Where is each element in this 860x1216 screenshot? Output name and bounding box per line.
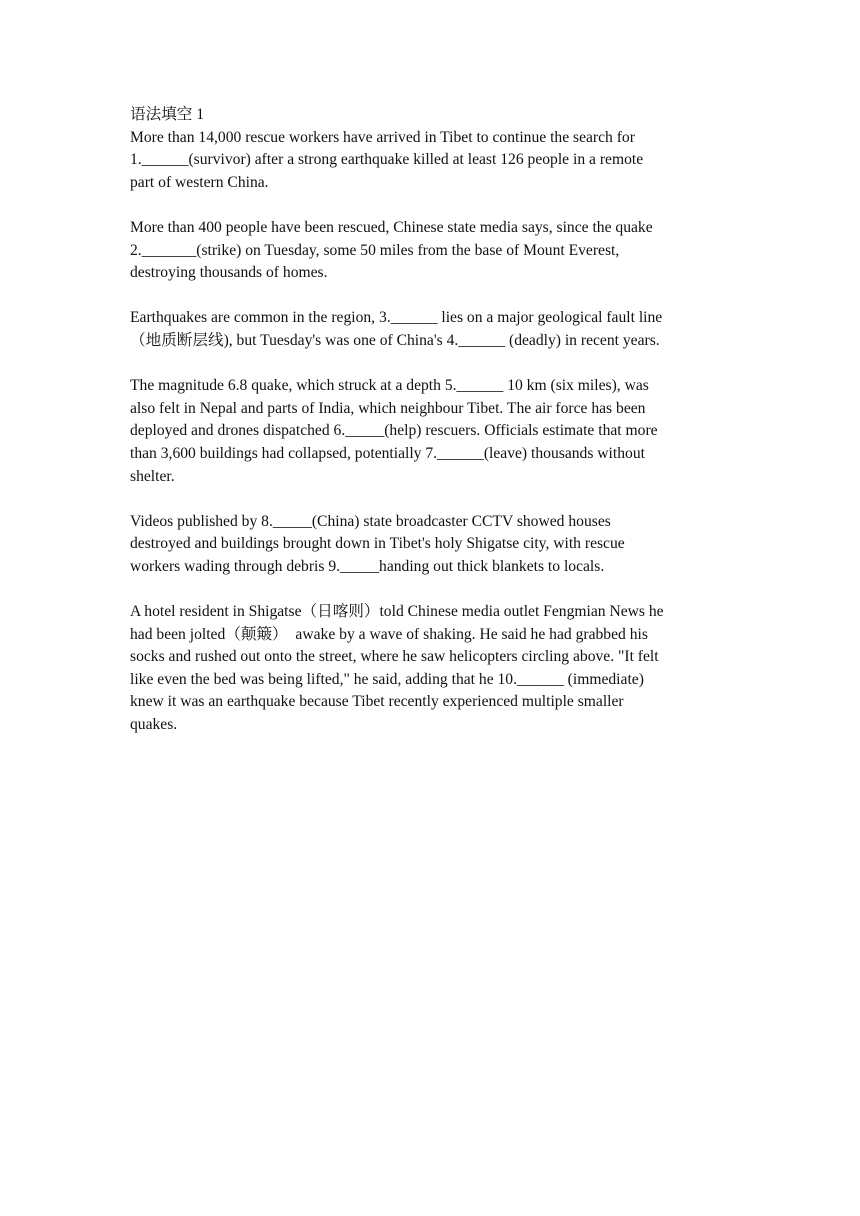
text-line: quakes. bbox=[130, 716, 178, 734]
paragraph-2 bbox=[130, 217, 730, 285]
text-line: deployed and drones dispatched 6._____(help) rescuers. Officials estimate that more bbox=[130, 422, 658, 440]
text-line: A hotel resident in Shigatse（日喀则）told Chinese media outlet Fengmian News he bbox=[130, 603, 664, 621]
text-line: destroying thousands of homes. bbox=[130, 264, 328, 282]
text-line: destroyed and buildings brought down in Tibet's holy Shigatse city, with rescue bbox=[130, 535, 625, 553]
text-line: （地质断层线), but Tuesday's was one of China's 4.______ (deadly) in recent years. bbox=[130, 331, 660, 349]
text-line: also felt in Nepal and parts of India, which neighbour Tibet. The air force has been bbox=[130, 399, 646, 417]
text-line: 2._______(strike) on Tuesday, some 50 miles from the base of Mount Everest, bbox=[130, 241, 620, 259]
text-line: 1.______(survivor) after a strong earthquake killed at least 126 people in a remote bbox=[130, 151, 644, 169]
text-line: socks and rushed out onto the street, where he saw helicopters circling above. "It felt bbox=[130, 648, 659, 666]
text-line: knew it was an earthquake because Tibet recently experienced multiple smaller bbox=[130, 693, 624, 711]
paragraph-1 bbox=[130, 127, 730, 195]
text-line: than 3,600 buildings had collapsed, potentially 7.______(leave) thousands without bbox=[130, 444, 645, 462]
text-line: Videos published by 8._____(China) state broadcaster CCTV showed houses bbox=[130, 512, 611, 530]
text-line: shelter. bbox=[130, 467, 175, 485]
paragraph-5 bbox=[130, 511, 730, 579]
text-line: The magnitude 6.8 quake, which struck at a depth 5.______ 10 km (six miles), was bbox=[130, 377, 649, 395]
text-line: like even the bed was being lifted," he said, adding that he 10.______ (immediate) bbox=[130, 670, 644, 688]
text-line: Earthquakes are common in the region, 3.______ lies on a major geological fault line bbox=[130, 309, 663, 327]
text-line: More than 400 people have been rescued, Chinese state media says, since the quake bbox=[130, 218, 653, 236]
text-line: workers wading through debris 9._____handing out thick blankets to locals. bbox=[130, 557, 605, 575]
text-line: More than 14,000 rescue workers have arrived in Tibet to continue the search for bbox=[130, 128, 635, 146]
text-line: had been jolted（颠簸） awake by a wave of shaking. He said he had grabbed his bbox=[130, 625, 648, 643]
paragraph-6 bbox=[130, 601, 730, 737]
text-line: part of western China. bbox=[130, 173, 269, 191]
exercise-title: 语法填空 1 bbox=[130, 106, 205, 123]
paragraph-3 bbox=[130, 307, 730, 352]
document-body bbox=[130, 104, 730, 737]
paragraph-4 bbox=[130, 375, 730, 488]
